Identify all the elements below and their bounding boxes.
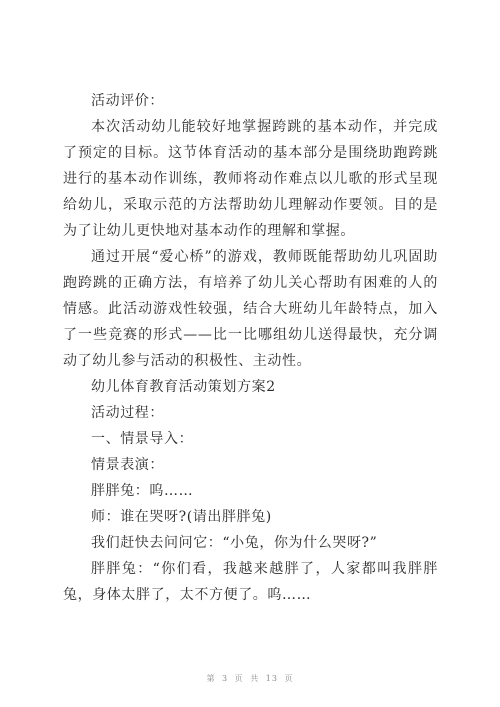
section-title: 幼儿体育教育活动策划方案2 (91, 379, 276, 395)
dialogue-line-rabbit-cry: 胖胖兔：呜…… (91, 483, 194, 499)
paragraph-scene-performance: 情景表演： (91, 457, 164, 473)
paragraph-evaluation-body-2: 通过开展“爱心桥”的游戏，教师既能帮助幼儿巩固助跑跨跳的正确方法，有培养了幼儿关心帮助有困难的人的情感。此活动游戏性较强，结合大班幼儿年龄特点，加入了一些竞赛的形式——比一比哪组幼儿送得最快，充分调动了幼儿参与活动的积极性、主动性。 (63, 249, 438, 369)
paragraph-evaluation-heading: 活动评价： (91, 93, 164, 109)
paragraph-evaluation-body-1: 本次活动幼儿能较好地掌握跨跳的基本动作，并完成了预定的目标。这节体育活动的基本部分是围绕助跑跨跳进行的基本动作训练，教师将动作难点以儿歌的形式呈现给幼儿，采取示范的方法帮助幼儿理解动作要领。目的是为了让幼儿更快地对基本动作的理解和掌握。 (63, 119, 438, 239)
page-footer: 第 3 页 共 13 页 (206, 674, 294, 683)
dialogue-line-teacher: 师：谁在哭呀?(请出胖胖兔) (91, 509, 272, 525)
dialogue-line-rabbit-reply: 胖胖兔：“你们看，我越来越胖了，人家都叫我胖胖兔，身体太胖了，太不方便了。呜…… (63, 561, 438, 603)
dialogue-line-ask-rabbit: 我们赶快去问问它：“小兔，你为什么哭呀?” (91, 535, 378, 551)
paragraph-process-heading: 活动过程： (91, 405, 164, 421)
paragraph-scene-intro: 一、情景导入： (91, 431, 194, 447)
document-body (63, 88, 438, 608)
